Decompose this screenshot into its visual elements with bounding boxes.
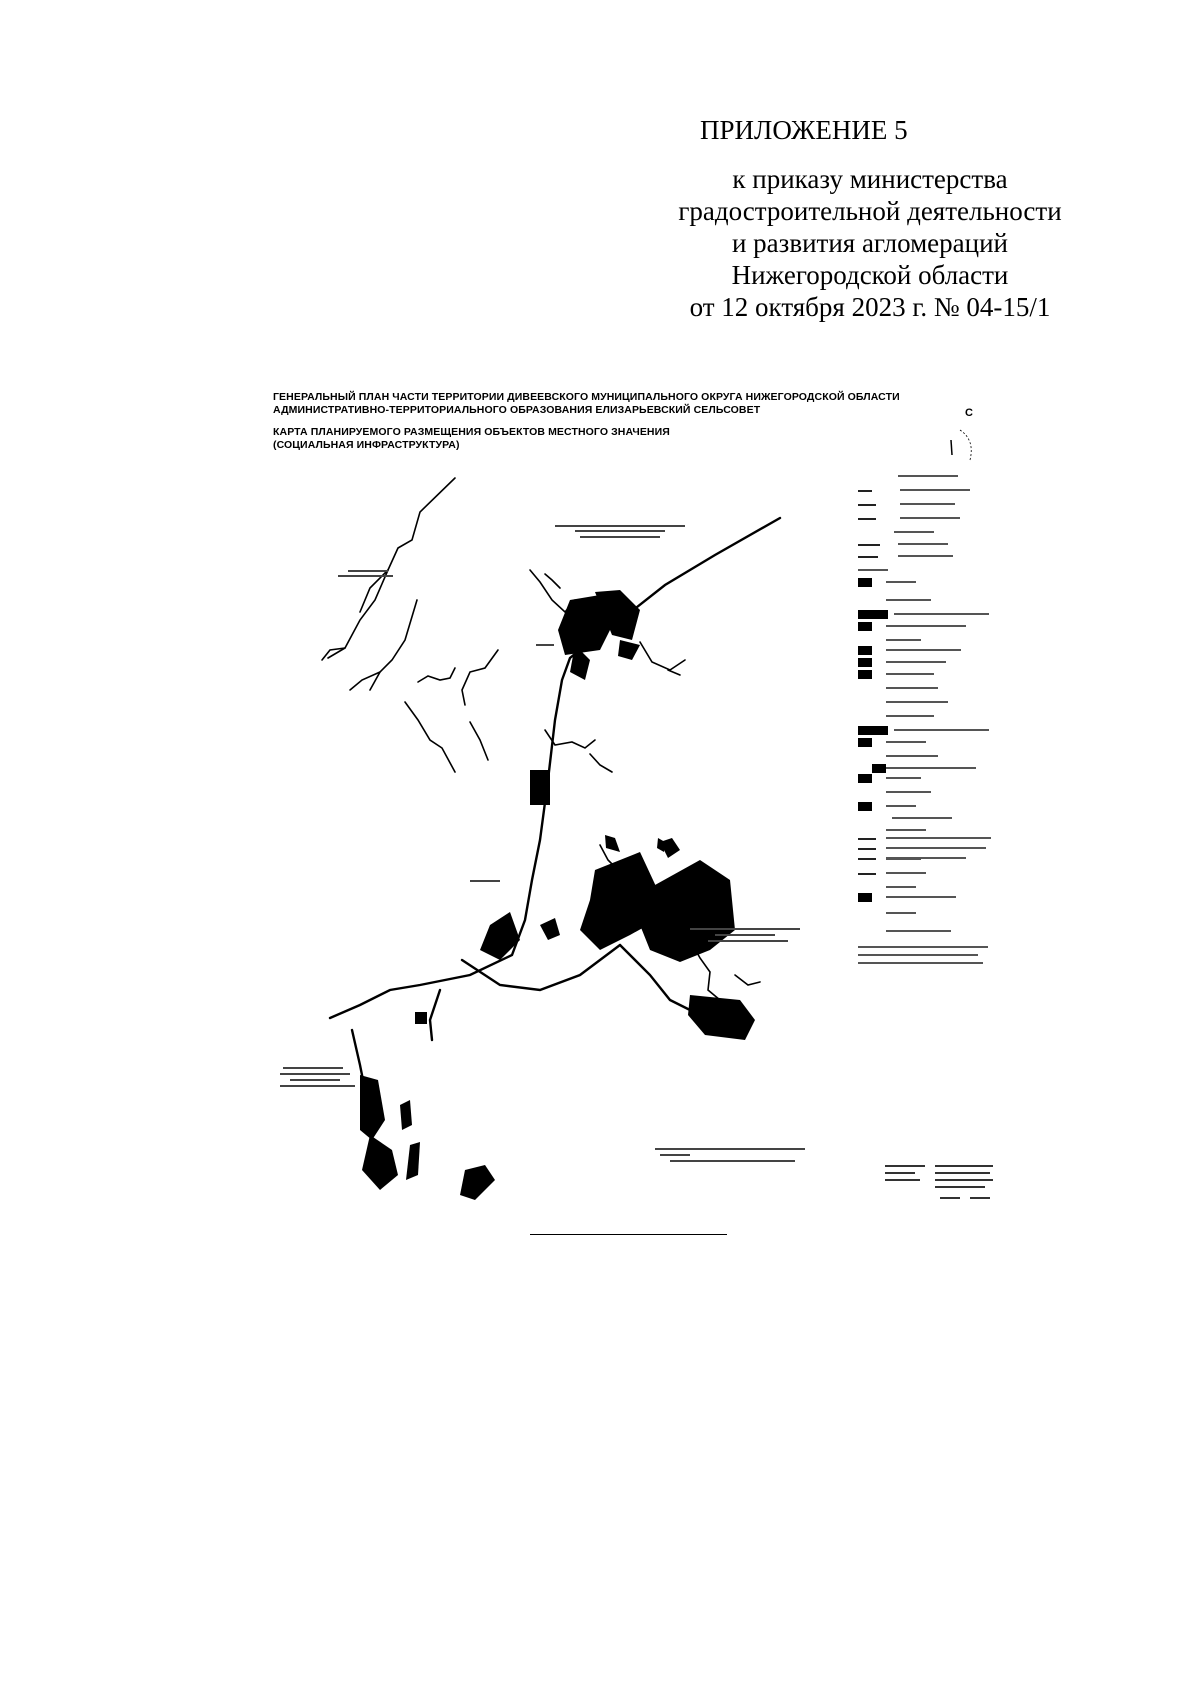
order-line: градостроительной деятельности: [678, 196, 1062, 226]
map-subtitle: (СОЦИАЛЬНАЯ ИНФРАСТРУКТУРА): [273, 439, 460, 451]
region-labels: [280, 525, 805, 1162]
separator-line: [530, 1234, 727, 1235]
order-line: Нижегородской области: [731, 260, 1009, 290]
order-line: и развития агломераций: [731, 228, 1008, 258]
order-line: от 12 октября 2023 г. № 04-15/1: [689, 292, 1051, 322]
map-title: ГЕНЕРАЛЬНЫЙ ПЛАН ЧАСТИ ТЕРРИТОРИИ ДИВЕЕВСКОГО МУНИЦИПАЛЬНОГО ОКРУГА НИЖЕГОРОДСКОЙ ОБЛАСТИ: [273, 391, 900, 403]
order-line: к приказу министерства: [732, 164, 1008, 194]
north-arrow: [951, 430, 971, 460]
appendix-title: ПРИЛОЖЕНИЕ 5: [700, 115, 908, 145]
north-arrow-label: С: [965, 407, 973, 419]
map-title: АДМИНИСТРАТИВНО-ТЕРРИТОРИАЛЬНОГО ОБРАЗОВАНИЯ ЕЛИЗАРЬЕВСКИЙ СЕЛЬСОВЕТ: [273, 404, 761, 416]
map-legend-lower: [858, 855, 993, 965]
map-subtitle: КАРТА ПЛАНИРУЕМОГО РАЗМЕЩЕНИЯ ОБЪЕКТОВ МЕСТНОГО ЗНАЧЕНИЯ: [273, 426, 670, 438]
title-stamp: [885, 1165, 995, 1210]
map-legend: [858, 472, 993, 872]
